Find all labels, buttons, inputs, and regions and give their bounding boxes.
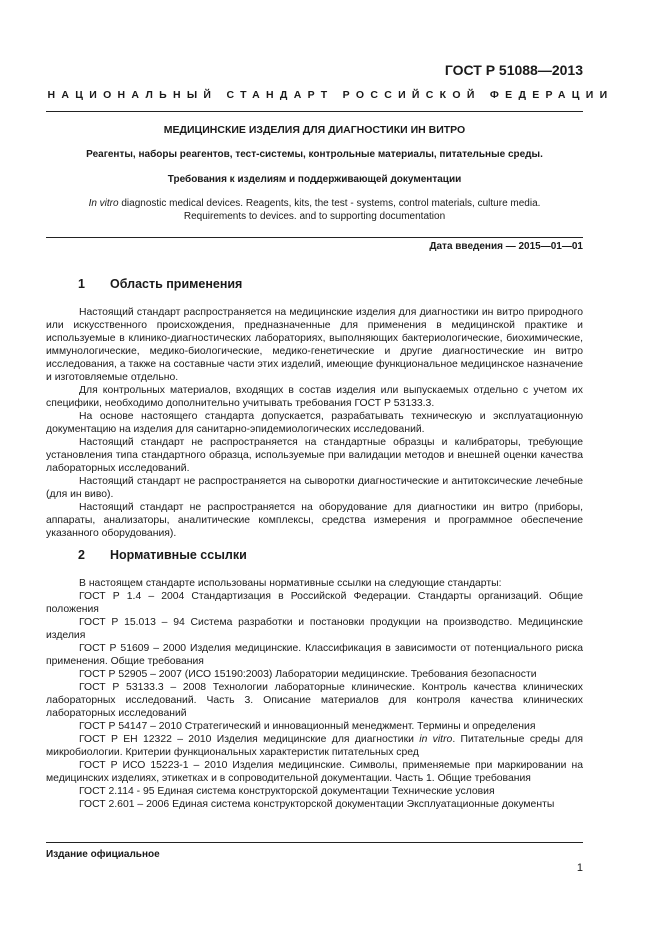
ref-text: . Питательные среды для микробиологии. Критерии функциональных характеристик питательных сред (46, 734, 583, 758)
section-2-heading (78, 548, 247, 562)
section-1-number: 1 (78, 277, 85, 291)
section-1-body (46, 306, 583, 540)
document-subtitle-2: Требования к изделиям и поддерживающей документации (167, 174, 462, 185)
reference-item: ГОСТ 2.114 - 95 Единая система конструкторской документации Технические условия (79, 786, 495, 797)
english-title-line-1: diagnostic medical devices. Reagents, kits, the test - systems, control materials, culture media. (118, 198, 541, 209)
reference-item: ГОСТ Р 1.4 – 2004 Стандартизация в Российской Федерации. Стандарты организаций. Общие положения (46, 591, 583, 615)
footer-divider (46, 842, 583, 843)
reference-item: ГОСТ Р 53133.3 – 2008 Технологии лабораторные клинические. Контроль качества клинических лабораторных исследований. Часть 3. Описание материалов для контроля качества клинических лабораторных исследований (46, 682, 583, 719)
section-2-title: Нормативные ссылки (110, 548, 247, 562)
english-title-italic: In vitro (88, 198, 119, 209)
section-2-body (46, 577, 583, 811)
reference-item: ГОСТ 2.601 – 2006 Единая система конструкторской документации Эксплуатационные документы (79, 799, 555, 810)
section-1-title: Область применения (110, 277, 243, 291)
english-title (46, 197, 583, 223)
national-standard-banner: НАЦИОНАЛЬНЫЙ СТАНДАРТ РОССИЙСКОЙ ФЕДЕРАЦИИ (47, 89, 614, 101)
page-number: 1 (576, 862, 583, 874)
section-2-number: 2 (78, 548, 85, 562)
introduction-date: Дата введения — 2015—01—01 (429, 241, 583, 252)
reference-item-in-vitro (46, 733, 583, 759)
paragraph: Настоящий стандарт не распространяется на стандартные образцы и калибраторы, требующие установления типа стандартного образца, используемые при валидации методов и внешней оценки качества лабораторных исследований. (46, 437, 583, 474)
paragraph: Для контрольных материалов, входящих в состав изделия или выпускаемых отдельно с учетом их специфики, необходимо дополнительно учитывать требования ГОСТ Р 53133.3. (46, 385, 583, 409)
paragraph: Настоящий стандарт не распространяется на оборудование для диагностики ин витро (приборы, аппараты, анализаторы, аналитические комплексы, средства измерения и программное обеспечение указанного оборудования). (46, 502, 583, 539)
document-title: МЕДИЦИНСКИЕ ИЗДЕЛИЯ ДЛЯ ДИАГНОСТИКИ ИН ВИТРО (163, 124, 466, 136)
reference-item: ГОСТ Р 54147 – 2010 Стратегический и инновационный менеджмент. Термины и определения (79, 721, 536, 732)
official-edition-label: Издание официальное (46, 849, 160, 860)
ref-text: ГОСТ Р ЕН 12322 – 2010 Изделия медицинские для диагностики (79, 734, 420, 745)
paragraph: Настоящий стандарт распространяется на медицинские изделия для диагностики ин витро природного или искусственного происхождения, предназначенные для применения в медицинской практике и используемые в клинико-диагностических лабораториях, выполняющих бактериологические, биохимические, иммунологические, медико-биологические, медико-генетические и другие диагностические ин витро исследования, а также на составные части этих изделий, имеющие функциональное медицинское назначение и изготовляемые отдельно. (46, 307, 583, 383)
ref-italic: in vitro (419, 734, 453, 745)
reference-item: ГОСТ Р 15.013 – 94 Система разработки и постановки продукции на производство. Медицинские изделия (46, 617, 583, 641)
document-subtitle: Реагенты, наборы реагентов, тест-системы, контрольные материалы, питательные среды. (86, 149, 543, 160)
reference-item: ГОСТ Р 51609 – 2000 Изделия медицинские. Классификация в зависимости от потенциального риска применения. Общие требования (46, 643, 583, 667)
english-title-line-2: Requirements to devices. and to supporting documentation (183, 211, 446, 222)
top-divider (46, 111, 583, 112)
document-number: ГОСТ Р 51088—2013 (444, 62, 583, 78)
reference-item: ГОСТ Р ИСО 15223-1 – 2010 Изделия медицинские. Символы, применяемые при маркировании на медицинских изделиях, этикетках и в сопроводительной документации. Часть 1. Общие требования (46, 760, 583, 784)
references-intro: В настоящем стандарте использованы нормативные ссылки на следующие стандарты: (79, 578, 502, 589)
reference-item: ГОСТ Р 52905 – 2007 (ИСО 15190:2003) Лаборатории медицинские. Требования безопасности (79, 669, 537, 680)
section-1-heading (78, 277, 242, 291)
paragraph: На основе настоящего стандарта допускается, разрабатывать техническую и эксплуатационную документацию на изделия для санитарно-эпидемиологических исследований. (46, 411, 583, 435)
paragraph: Настоящий стандарт не распространяется на сыворотки диагностические и антитоксические лечебные (для ин виво). (46, 476, 583, 500)
title-divider (46, 237, 583, 238)
